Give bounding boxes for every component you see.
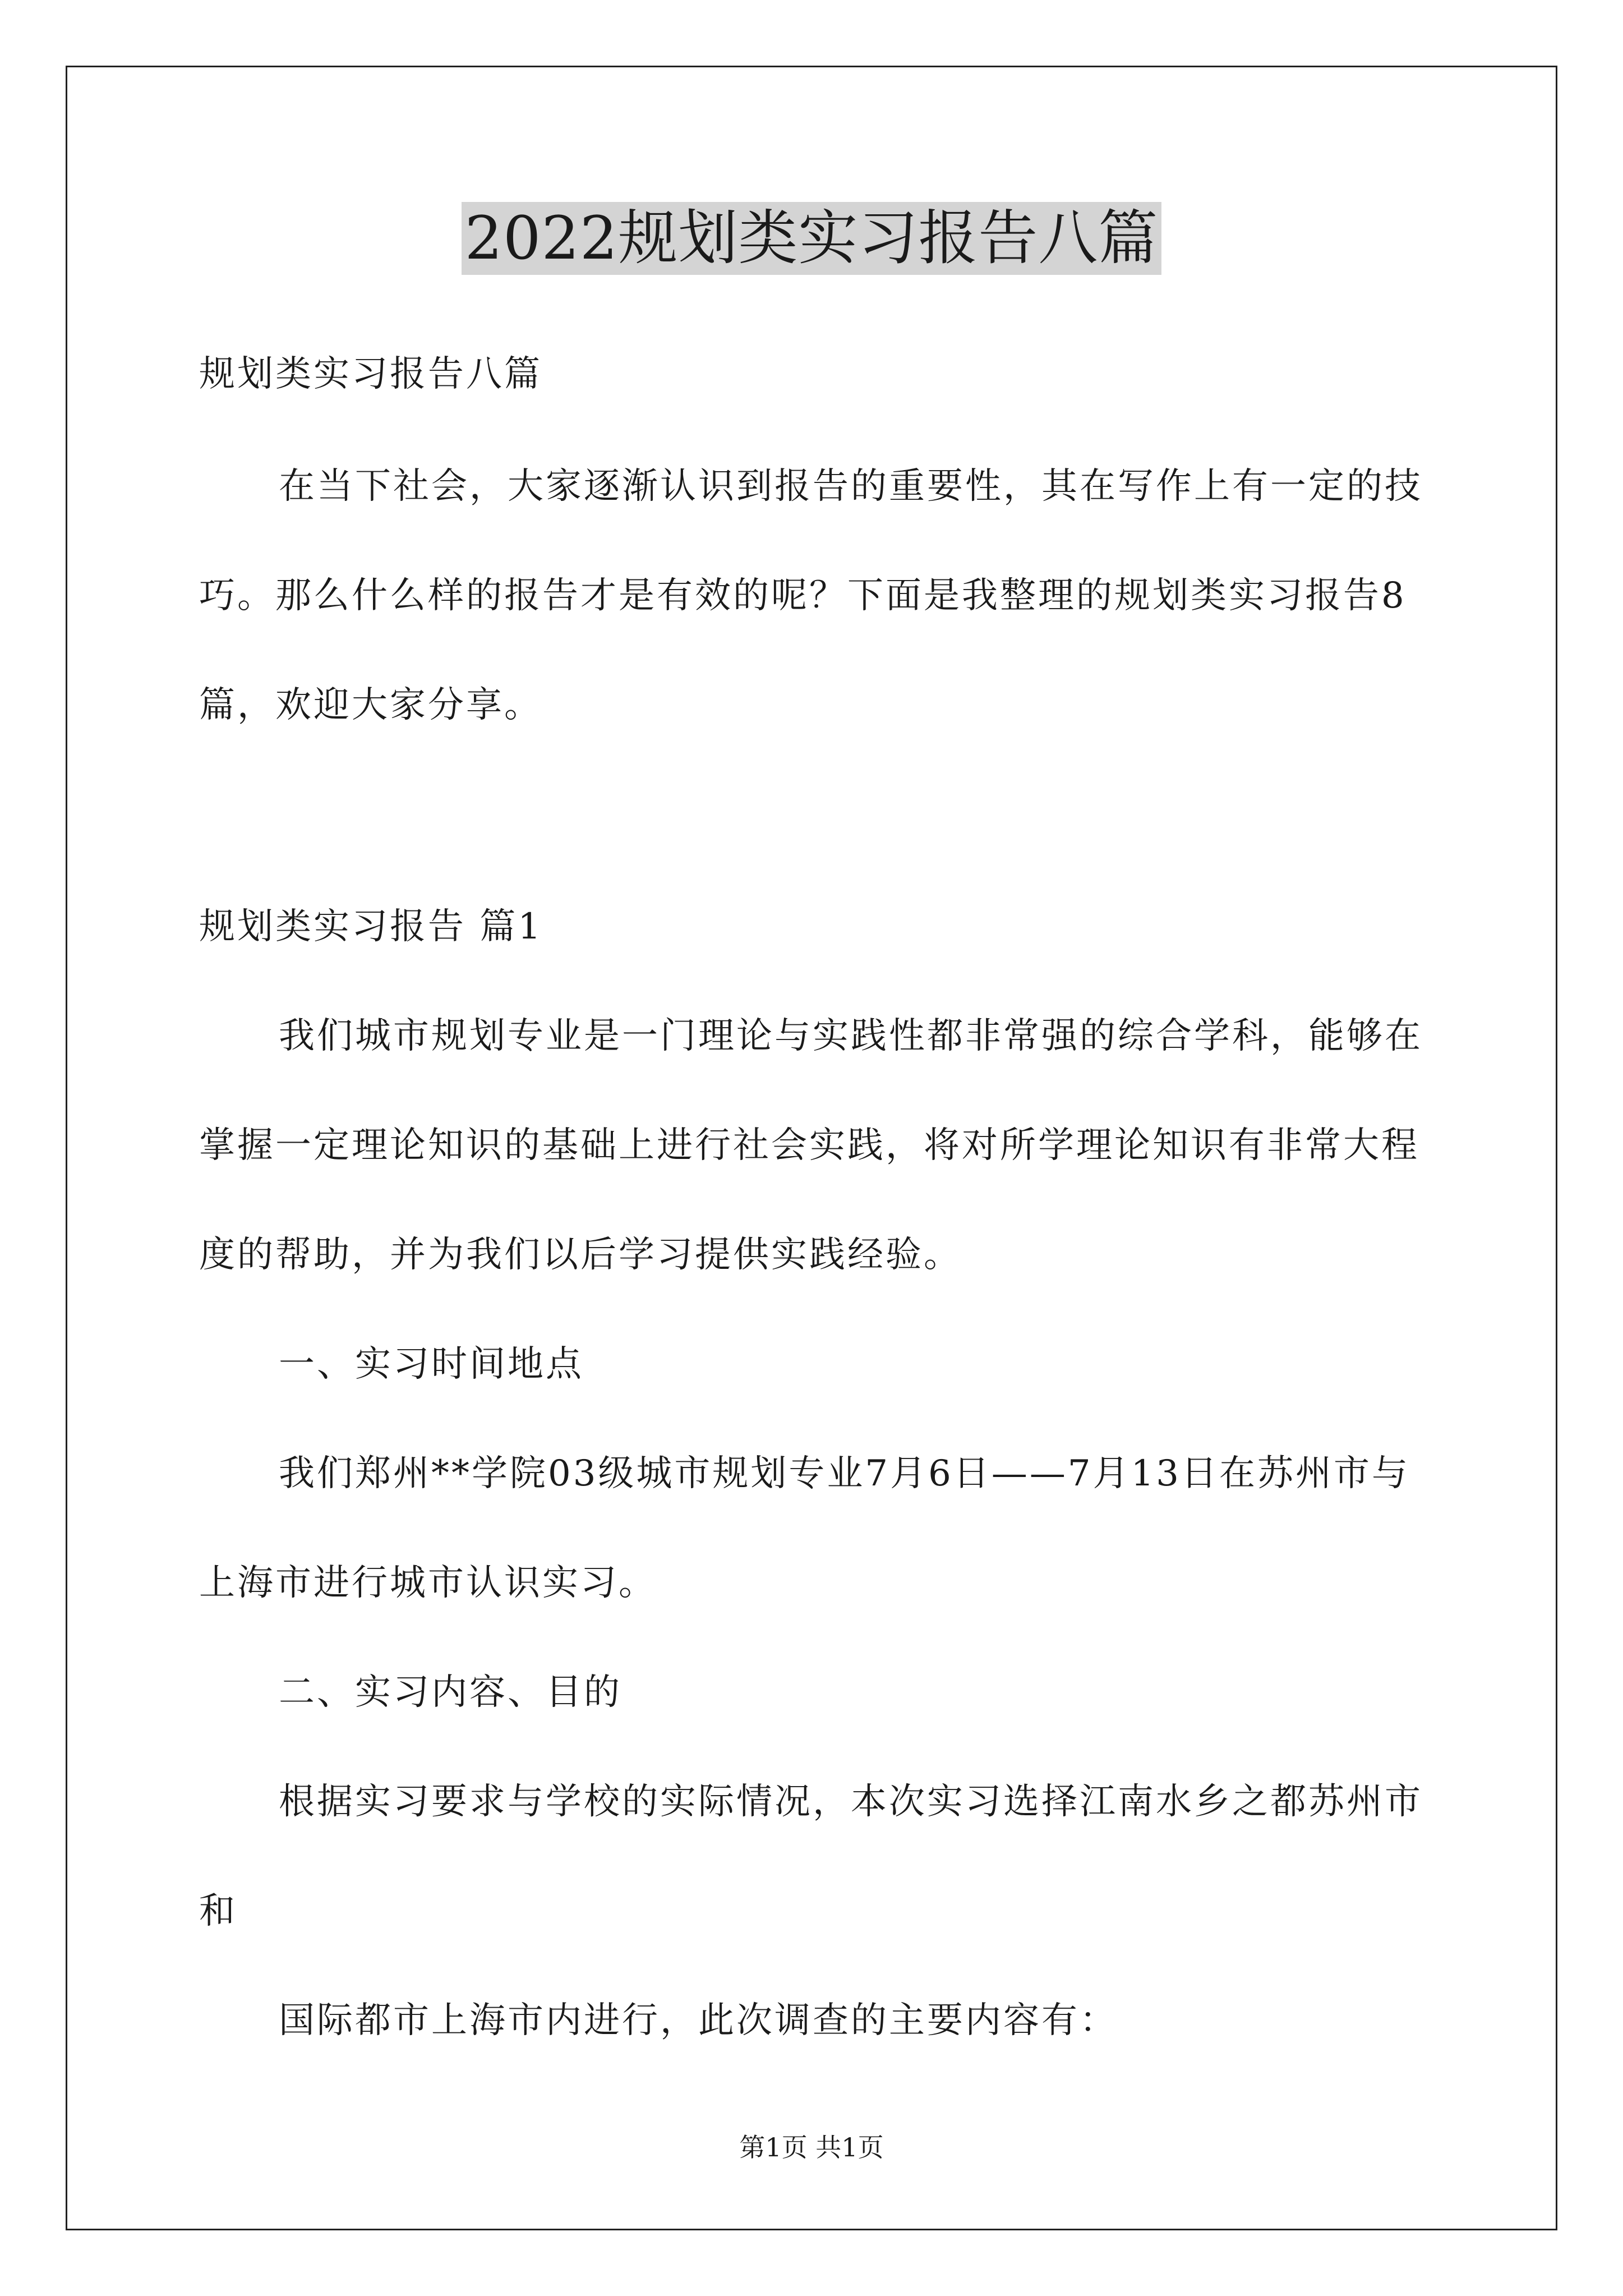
body-paragraph: 国际都市上海市内进行，此次调查的主要内容有：	[279, 2000, 1118, 2041]
section-heading: 规划类实习报告 篇1	[199, 906, 543, 947]
intro-paragraph: 在当下社会，大家逐渐认识到报告的重要性，其在写作上有一定的技巧。那么什么样的报告才是有效的呢？下面是我整理的规划类实习报告8篇，欢迎大家分享。	[199, 466, 1423, 726]
title-container	[0, 202, 1623, 275]
subheading-time-place: 一、实习时间地点	[279, 1343, 584, 1385]
body-paragraph: 我们城市规划专业是一门理论与实践性都非常强的综合学科，能够在掌握一定理论知识的基础上进行社会实践，将对所学理论知识有非常大程度的帮助，并为我们以后学习提供实践经验。	[199, 1015, 1423, 1276]
subheading-content-purpose: 二、实习内容、目的	[279, 1672, 622, 1713]
body-paragraph: 根据实习要求与学校的实际情况，本次实习选择江南水乡之都苏州市和	[199, 1781, 1423, 1932]
document-subtitle: 规划类实习报告八篇	[199, 353, 542, 395]
body-paragraph: 我们郑州**学院03级城市规划专业7月6日——7月13日在苏州市与上海市进行城市认识实习。	[199, 1453, 1410, 1604]
document-title: 2022规划类实习报告八篇	[462, 202, 1162, 275]
page-number: 第1页 共1页	[739, 2132, 884, 2162]
